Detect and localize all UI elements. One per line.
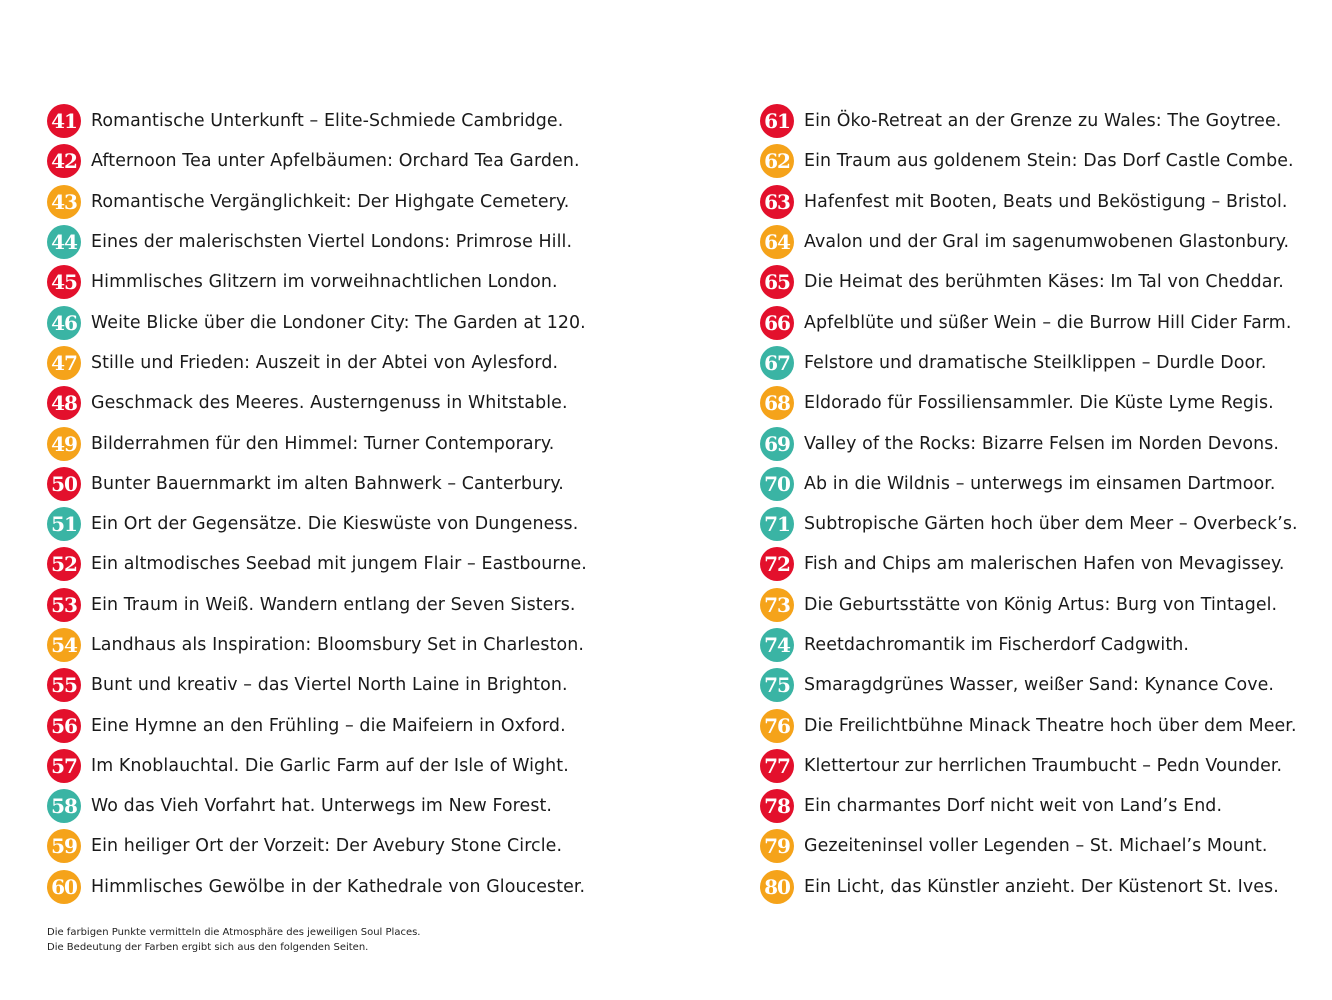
- entry-title: Eine Hymne an den Frühling – die Maifeiern in Oxford.: [91, 715, 566, 736]
- entry-title: Ein charmantes Dorf nicht weit von Land’s End.: [804, 796, 1223, 817]
- number-badge: 68: [760, 386, 794, 420]
- number-badge: 64: [760, 225, 794, 259]
- number-badge: 48: [47, 386, 81, 420]
- list-item: [47, 746, 647, 786]
- entry-title: Landhaus als Inspiration: Bloomsbury Set in Charleston.: [91, 635, 584, 655]
- list-item: [760, 585, 1332, 625]
- number-badge: 69: [760, 427, 794, 461]
- number-badge: 66: [760, 306, 794, 340]
- number-badge: 46: [47, 306, 81, 340]
- number-badge: 67: [760, 346, 794, 380]
- number-badge: 59: [47, 829, 81, 863]
- number-badge: 47: [47, 346, 81, 380]
- list-item: [760, 504, 1332, 544]
- number-badge: 63: [760, 185, 794, 219]
- number-badge: 70: [760, 467, 794, 501]
- entry-title: Avalon und der Gral im sagenumwobenen Glastonbury.: [804, 232, 1290, 253]
- entry-title: Bunter Bauernmarkt im alten Bahnwerk – Canterbury.: [91, 473, 564, 494]
- list-item: [760, 464, 1332, 504]
- number-badge: 55: [47, 668, 81, 702]
- number-badge: 50: [47, 467, 81, 501]
- number-badge: 45: [47, 265, 81, 299]
- entry-title: Gezeiteninsel voller Legenden – St. Michael’s Mount.: [804, 836, 1268, 857]
- list-item: [760, 343, 1332, 383]
- list-item: [47, 585, 647, 625]
- entry-title: Romantische Vergänglichkeit: Der Highgate Cemetery.: [91, 191, 570, 212]
- list-item: [760, 423, 1332, 463]
- entry-title: Bilderrahmen für den Himmel: Turner Contemporary.: [91, 433, 555, 454]
- list-item: [47, 867, 647, 907]
- entry-title: Ab in die Wildnis – unterwegs im einsamen Dartmoor.: [804, 473, 1276, 494]
- entry-title: Die Geburtsstätte von König Artus: Burg von Tintagel.: [804, 594, 1278, 615]
- list-item: [760, 665, 1332, 705]
- entry-title: Eldorado für Fossiliensammler. Die Küste Lyme Regis.: [804, 393, 1274, 414]
- entry-title: Fish and Chips am malerischen Hafen von Mevagissey.: [804, 554, 1285, 575]
- number-badge: 80: [760, 870, 794, 904]
- entry-title: Apfelblüte und süßer Wein – die Burrow Hill Cider Farm.: [804, 312, 1292, 333]
- entry-title: Im Knoblauchtal. Die Garlic Farm auf der Isle of Wight.: [91, 755, 569, 776]
- entry-title: Klettertour zur herrlichen Traumbucht – Pedn Vounder.: [804, 755, 1283, 776]
- entry-title: Ein heiliger Ort der Vorzeit: Der Avebury Stone Circle.: [91, 836, 563, 857]
- list-item: [47, 504, 647, 544]
- entry-title: Eines der malerischsten Viertel Londons: Primrose Hill.: [91, 232, 573, 253]
- entry-title: Ein Öko-Retreat an der Grenze zu Wales: The Goytree.: [804, 111, 1282, 132]
- footnote-line-2: Die Bedeutung der Farben ergibt sich aus den folgenden Seiten.: [47, 942, 369, 953]
- entry-title: Himmlisches Glitzern im vorweihnachtlichen London.: [91, 272, 558, 293]
- number-badge: 57: [47, 749, 81, 783]
- list-item: [47, 302, 647, 342]
- entry-title: Die Heimat des berühmten Käses: Im Tal von Cheddar.: [804, 272, 1284, 293]
- number-badge: 62: [760, 144, 794, 178]
- entry-title: Ein Ort der Gegensätze. Die Kieswüste von Dungeness.: [91, 514, 579, 535]
- number-badge: 53: [47, 588, 81, 622]
- entry-title: Hafenfest mit Booten, Beats und Beköstigung – Bristol.: [804, 191, 1288, 212]
- number-badge: 71: [760, 507, 794, 541]
- number-badge: 77: [760, 749, 794, 783]
- right-column: [760, 101, 1332, 907]
- entry-title: Ein Traum in Weiß. Wandern entlang der Seven Sisters.: [91, 594, 576, 615]
- list-item: [760, 101, 1332, 141]
- footnote: [47, 925, 421, 955]
- list-item: [760, 867, 1332, 907]
- entry-title: Bunt und kreativ – das Viertel North Laine in Brighton.: [91, 675, 568, 696]
- list-item: [760, 302, 1332, 342]
- list-item: [760, 383, 1332, 423]
- list-item: [47, 182, 647, 222]
- number-badge: 72: [760, 547, 794, 581]
- entry-title: Himmlisches Gewölbe in der Kathedrale von Gloucester.: [91, 876, 586, 897]
- list-item: [760, 222, 1332, 262]
- number-badge: 60: [47, 870, 81, 904]
- entry-title: Afternoon Tea unter Apfelbäumen: Orchard Tea Garden.: [91, 151, 580, 172]
- number-badge: 74: [760, 628, 794, 662]
- entry-title: Felstore und dramatische Steilklippen – Durdle Door.: [804, 352, 1267, 373]
- list-item: [47, 222, 647, 262]
- entry-title: Valley of the Rocks: Bizarre Felsen im Norden Devons.: [804, 433, 1280, 454]
- number-badge: 52: [47, 547, 81, 581]
- number-badge: 41: [47, 104, 81, 138]
- number-badge: 78: [760, 789, 794, 823]
- list-item: [47, 665, 647, 705]
- footnote-line-1: Die farbigen Punkte vermitteln die Atmosphäre des jeweiligen Soul Places.: [47, 927, 421, 938]
- list-item: [47, 101, 647, 141]
- entry-title: Reetdachromantik im Fischerdorf Cadgwith.: [804, 635, 1190, 655]
- list-item: [760, 262, 1332, 302]
- entry-title: Subtropische Gärten hoch über dem Meer – Overbeck’s.: [804, 514, 1298, 535]
- entry-title: Romantische Unterkunft – Elite-Schmiede Cambridge.: [91, 111, 564, 132]
- list-item: [760, 544, 1332, 584]
- list-item: [47, 544, 647, 584]
- entry-title: Ein Traum aus goldenem Stein: Das Dorf Castle Combe.: [804, 151, 1294, 172]
- left-column: [47, 101, 647, 907]
- list-item: [47, 826, 647, 866]
- number-badge: 43: [47, 185, 81, 219]
- list-item: [47, 625, 647, 665]
- number-badge: 42: [47, 144, 81, 178]
- number-badge: 75: [760, 668, 794, 702]
- entry-title: Die Freilichtbühne Minack Theatre hoch über dem Meer.: [804, 715, 1297, 736]
- number-badge: 76: [760, 709, 794, 743]
- list-item: [47, 705, 647, 745]
- list-item: [47, 343, 647, 383]
- list-item: [47, 423, 647, 463]
- number-badge: 51: [47, 507, 81, 541]
- entry-title: Stille und Frieden: Auszeit in der Abtei von Aylesford.: [91, 352, 559, 373]
- number-badge: 65: [760, 265, 794, 299]
- list-item: [760, 705, 1332, 745]
- list-item: [760, 625, 1332, 665]
- number-badge: 61: [760, 104, 794, 138]
- entry-title: Geschmack des Meeres. Austerngenuss in Whitstable.: [91, 393, 568, 414]
- list-item: [760, 746, 1332, 786]
- number-badge: 44: [47, 225, 81, 259]
- list-item: [760, 826, 1332, 866]
- list-item: [47, 786, 647, 826]
- list-item: [47, 464, 647, 504]
- entry-title: Smaragdgrünes Wasser, weißer Sand: Kynance Cove.: [804, 675, 1275, 696]
- number-badge: 49: [47, 427, 81, 461]
- entry-title: Weite Blicke über die Londoner City: The Garden at 120.: [91, 312, 586, 333]
- number-badge: 54: [47, 628, 81, 662]
- list-item: [760, 786, 1332, 826]
- entry-title: Ein altmodisches Seebad mit jungem Flair – Eastbourne.: [91, 554, 587, 575]
- list-item: [760, 182, 1332, 222]
- number-badge: 56: [47, 709, 81, 743]
- number-badge: 58: [47, 789, 81, 823]
- number-badge: 73: [760, 588, 794, 622]
- list-item: [47, 383, 647, 423]
- entry-title: Ein Licht, das Künstler anzieht. Der Küstenort St. Ives.: [804, 876, 1279, 897]
- list-item: [47, 262, 647, 302]
- list-item: [760, 141, 1332, 181]
- entry-title: Wo das Vieh Vorfahrt hat. Unterwegs im New Forest.: [91, 796, 553, 817]
- number-badge: 79: [760, 829, 794, 863]
- list-item: [47, 141, 647, 181]
